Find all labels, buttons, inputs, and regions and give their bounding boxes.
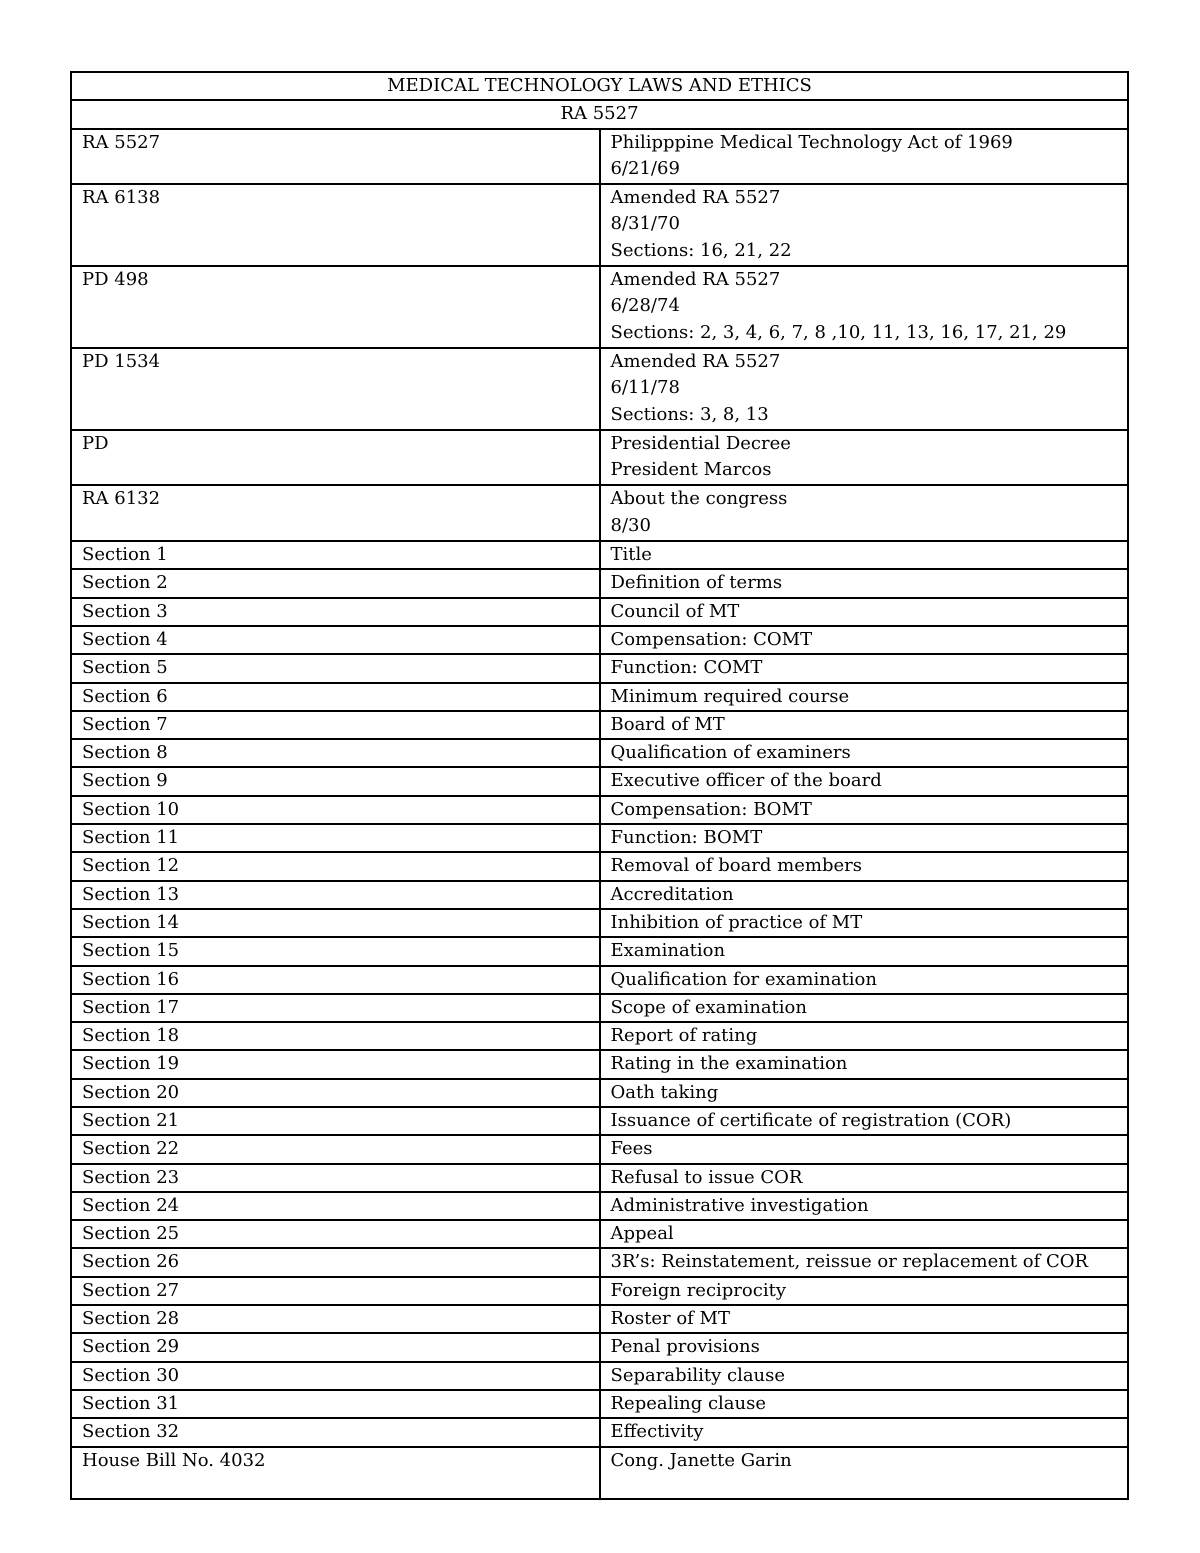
law-key-cell: Section 1 bbox=[71, 541, 600, 569]
table-row bbox=[71, 1305, 1128, 1333]
law-description-cell bbox=[600, 937, 1129, 965]
description-line: Qualification for examination bbox=[610, 968, 877, 990]
table-row bbox=[71, 994, 1128, 1022]
law-description-cell bbox=[600, 1333, 1129, 1361]
law-key-cell: Section 6 bbox=[71, 683, 600, 711]
law-description-cell bbox=[600, 569, 1129, 597]
law-key-cell: Section 20 bbox=[71, 1079, 600, 1107]
law-description-cell bbox=[600, 129, 1129, 185]
law-key-cell: Section 26 bbox=[71, 1248, 600, 1276]
table-row bbox=[71, 1107, 1128, 1135]
table-row bbox=[71, 1220, 1128, 1248]
document-subtitle: RA 5527 bbox=[71, 100, 1128, 128]
description-line: Amended RA 5527 bbox=[610, 187, 781, 209]
description-line: Compensation: COMT bbox=[610, 628, 813, 650]
law-description-cell bbox=[600, 485, 1129, 541]
description-line: Repealing clause bbox=[610, 1392, 767, 1414]
law-key-cell: Section 29 bbox=[71, 1333, 600, 1361]
description-line: About the congress bbox=[610, 488, 788, 510]
description-line: 6/11/78 bbox=[610, 377, 680, 399]
description-line: 3R’s: Reinstatement, reissue or replacement of COR bbox=[610, 1251, 1089, 1273]
law-description-cell bbox=[600, 266, 1129, 348]
law-description-cell bbox=[600, 1305, 1129, 1333]
law-description-cell bbox=[600, 852, 1129, 880]
table-row bbox=[71, 881, 1128, 909]
law-description-cell bbox=[600, 1079, 1129, 1107]
description-line: Effectivity bbox=[610, 1421, 704, 1443]
table-row bbox=[71, 824, 1128, 852]
table-row bbox=[71, 626, 1128, 654]
law-description-cell bbox=[600, 711, 1129, 739]
table-row bbox=[71, 1022, 1128, 1050]
law-description-cell bbox=[600, 430, 1129, 486]
law-description-cell bbox=[600, 1135, 1129, 1163]
description-line: Penal provisions bbox=[610, 1336, 760, 1358]
description-line: Definition of terms bbox=[610, 572, 783, 594]
law-key-cell: Section 4 bbox=[71, 626, 600, 654]
description-line: Council of MT bbox=[610, 600, 740, 622]
description-line: Sections: 16, 21, 22 bbox=[610, 239, 792, 261]
title-row bbox=[71, 72, 1128, 100]
table-row bbox=[71, 1192, 1128, 1220]
law-key-cell: Section 21 bbox=[71, 1107, 600, 1135]
law-description-cell bbox=[600, 739, 1129, 767]
law-key-cell: Section 24 bbox=[71, 1192, 600, 1220]
subtitle-row bbox=[71, 100, 1128, 128]
description-line: Report of rating bbox=[610, 1025, 758, 1047]
description-line: Removal of board members bbox=[610, 855, 862, 877]
table-row bbox=[71, 1362, 1128, 1390]
table-row bbox=[71, 966, 1128, 994]
law-key-cell: PD 1534 bbox=[71, 348, 600, 430]
law-key-cell: Section 2 bbox=[71, 569, 600, 597]
description-line: Board of MT bbox=[610, 713, 725, 735]
table-row bbox=[71, 1418, 1128, 1446]
description-line: Roster of MT bbox=[610, 1308, 730, 1330]
description-line: Cong. Janette Garin bbox=[610, 1449, 792, 1471]
description-line: 6/28/74 bbox=[610, 295, 680, 317]
law-description-cell bbox=[600, 966, 1129, 994]
table-row bbox=[71, 654, 1128, 682]
law-description-cell bbox=[600, 1022, 1129, 1050]
table-row bbox=[71, 129, 1128, 185]
law-key-cell: PD bbox=[71, 430, 600, 486]
description-line: Foreign reciprocity bbox=[610, 1279, 786, 1301]
description-line: Fees bbox=[610, 1138, 653, 1160]
description-line: Function: COMT bbox=[610, 657, 763, 679]
law-key-cell: Section 14 bbox=[71, 909, 600, 937]
law-key-cell: RA 5527 bbox=[71, 129, 600, 185]
description-line: 6/21/69 bbox=[610, 157, 680, 179]
law-key-cell: Section 17 bbox=[71, 994, 600, 1022]
table-row bbox=[71, 1447, 1128, 1499]
description-line: Rating in the examination bbox=[610, 1053, 848, 1075]
law-description-cell bbox=[600, 1390, 1129, 1418]
document-title: MEDICAL TECHNOLOGY LAWS AND ETHICS bbox=[71, 72, 1128, 100]
law-description-cell bbox=[600, 1050, 1129, 1078]
law-description-cell bbox=[600, 1164, 1129, 1192]
law-description-cell bbox=[600, 909, 1129, 937]
law-key-cell: Section 7 bbox=[71, 711, 600, 739]
law-key-cell: Section 22 bbox=[71, 1135, 600, 1163]
law-key-cell: Section 16 bbox=[71, 966, 600, 994]
law-description-cell bbox=[600, 1248, 1129, 1276]
law-description-cell bbox=[600, 767, 1129, 795]
table-row bbox=[71, 683, 1128, 711]
laws-table bbox=[70, 71, 1129, 1500]
law-description-cell bbox=[600, 1220, 1129, 1248]
table-row bbox=[71, 485, 1128, 541]
description-line: Function: BOMT bbox=[610, 827, 763, 849]
description-line: Inhibition of practice of MT bbox=[610, 911, 863, 933]
table-row bbox=[71, 430, 1128, 486]
description-line: Separability clause bbox=[610, 1364, 786, 1386]
table-row bbox=[71, 1333, 1128, 1361]
law-description-cell bbox=[600, 598, 1129, 626]
description-line: Presidential Decree bbox=[610, 432, 791, 454]
law-key-cell: RA 6138 bbox=[71, 184, 600, 266]
law-key-cell: RA 6132 bbox=[71, 485, 600, 541]
description-line: Qualification of examiners bbox=[610, 742, 851, 764]
law-key-cell: Section 32 bbox=[71, 1418, 600, 1446]
law-key-cell: Section 8 bbox=[71, 739, 600, 767]
table-row bbox=[71, 1277, 1128, 1305]
law-description-cell bbox=[600, 1362, 1129, 1390]
description-line: 8/30 bbox=[610, 514, 651, 536]
description-line: President Marcos bbox=[610, 459, 772, 481]
description-line: Compensation: BOMT bbox=[610, 798, 812, 820]
law-key-cell: Section 28 bbox=[71, 1305, 600, 1333]
law-description-cell bbox=[600, 654, 1129, 682]
description-line: Executive officer of the board bbox=[610, 770, 882, 792]
table-row bbox=[71, 909, 1128, 937]
description-line: Accreditation bbox=[610, 883, 734, 905]
law-key-cell: Section 12 bbox=[71, 852, 600, 880]
law-key-cell: Section 27 bbox=[71, 1277, 600, 1305]
table-row bbox=[71, 1050, 1128, 1078]
table-row bbox=[71, 266, 1128, 348]
law-key-cell: Section 11 bbox=[71, 824, 600, 852]
description-line: Sections: 2, 3, 4, 6, 7, 8 ,10, 11, 13, 16, 17, 21, 29 bbox=[610, 321, 1067, 343]
description-line: Sections: 3, 8, 13 bbox=[610, 403, 769, 425]
law-key-cell: Section 31 bbox=[71, 1390, 600, 1418]
description-line: Amended RA 5527 bbox=[610, 350, 781, 372]
law-description-cell bbox=[600, 348, 1129, 430]
table-row bbox=[71, 541, 1128, 569]
description-line: Minimum required course bbox=[610, 685, 850, 707]
description-line: Philipppine Medical Technology Act of 1969 bbox=[610, 131, 1013, 153]
law-key-cell: PD 498 bbox=[71, 266, 600, 348]
law-description-cell bbox=[600, 626, 1129, 654]
law-description-cell bbox=[600, 1107, 1129, 1135]
law-description-cell bbox=[600, 1418, 1129, 1446]
law-description-cell bbox=[600, 1192, 1129, 1220]
law-description-cell bbox=[600, 1447, 1129, 1499]
law-description-cell bbox=[600, 824, 1129, 852]
law-description-cell bbox=[600, 683, 1129, 711]
table-row bbox=[71, 569, 1128, 597]
law-description-cell bbox=[600, 1277, 1129, 1305]
description-line: Title bbox=[610, 544, 652, 566]
table-row bbox=[71, 184, 1128, 266]
law-key-cell: Section 5 bbox=[71, 654, 600, 682]
description-line: 8/31/70 bbox=[610, 213, 680, 235]
table-row bbox=[71, 711, 1128, 739]
law-description-cell bbox=[600, 881, 1129, 909]
table-row bbox=[71, 1079, 1128, 1107]
laws-table-body bbox=[71, 72, 1128, 1499]
law-key-cell: Section 15 bbox=[71, 937, 600, 965]
description-line: Oath taking bbox=[610, 1081, 719, 1103]
description-line: Examination bbox=[610, 940, 726, 962]
table-row bbox=[71, 1390, 1128, 1418]
law-key-cell: Section 9 bbox=[71, 767, 600, 795]
description-line: Refusal to issue COR bbox=[610, 1166, 803, 1188]
description-line: Amended RA 5527 bbox=[610, 269, 781, 291]
description-line: Scope of examination bbox=[610, 996, 807, 1018]
law-key-cell: Section 3 bbox=[71, 598, 600, 626]
law-key-cell: Section 23 bbox=[71, 1164, 600, 1192]
table-row bbox=[71, 739, 1128, 767]
table-row bbox=[71, 1248, 1128, 1276]
law-key-cell: House Bill No. 4032 bbox=[71, 1447, 600, 1499]
description-line: Appeal bbox=[610, 1223, 674, 1245]
law-description-cell bbox=[600, 541, 1129, 569]
table-row bbox=[71, 348, 1128, 430]
law-key-cell: Section 18 bbox=[71, 1022, 600, 1050]
table-row bbox=[71, 767, 1128, 795]
table-row bbox=[71, 796, 1128, 824]
description-line: Administrative investigation bbox=[610, 1194, 869, 1216]
table-row bbox=[71, 937, 1128, 965]
table-row bbox=[71, 598, 1128, 626]
law-description-cell bbox=[600, 184, 1129, 266]
law-key-cell: Section 13 bbox=[71, 881, 600, 909]
law-key-cell: Section 30 bbox=[71, 1362, 600, 1390]
table-row bbox=[71, 852, 1128, 880]
law-key-cell: Section 10 bbox=[71, 796, 600, 824]
law-description-cell bbox=[600, 796, 1129, 824]
table-row bbox=[71, 1164, 1128, 1192]
law-key-cell: Section 25 bbox=[71, 1220, 600, 1248]
description-line: Issuance of certificate of registration (COR) bbox=[610, 1109, 1012, 1131]
law-key-cell: Section 19 bbox=[71, 1050, 600, 1078]
law-description-cell bbox=[600, 994, 1129, 1022]
table-row bbox=[71, 1135, 1128, 1163]
